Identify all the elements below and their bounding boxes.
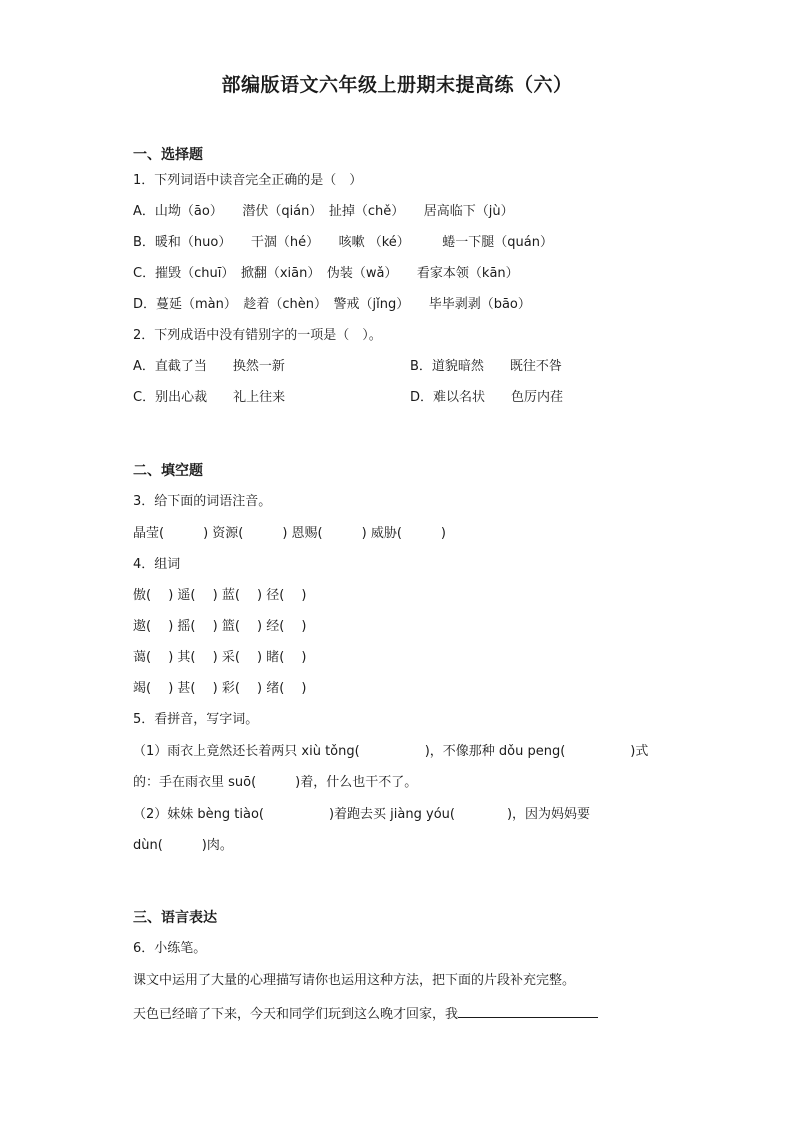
question-2-option-c: C．别出心裁 礼上往来 bbox=[133, 390, 286, 405]
question-4-row: 傲( ) 遥( ) 蓝( ) 径( ) bbox=[133, 588, 307, 603]
question-1-option-d: D．蔓延（màn） 趁着（chèn） 警戒（jǐng） 毕毕剥剥（bāo） bbox=[133, 297, 531, 312]
question-4-row: 遨( ) 摇( ) 篮( ) 经( ) bbox=[133, 619, 307, 634]
question-1-option-b: B．暖和（huo） 干涸（hé） 咳嗽 （ké） 蜷一下腿（quán） bbox=[133, 235, 553, 250]
question-6-prompt-line bbox=[133, 1003, 598, 1024]
question-3-blanks: 晶莹( ) 资源( ) 恩赐( ) 威胁( ) bbox=[133, 526, 446, 541]
question-6-stem: 6．小练笔。 bbox=[133, 941, 207, 956]
question-2-option-a: A．直截了当 换然一新 bbox=[133, 359, 285, 374]
question-6-prompt: 天色已经暗了下来，今天和同学们玩到这么晚才回家，我 bbox=[133, 1007, 459, 1022]
question-5-line-4: dùn( )肉。 bbox=[133, 838, 233, 853]
question-1-option-a: A．山坳（āo） 潜伏（qián） 扯掉（chě） 居高临下（jù） bbox=[133, 204, 514, 219]
question-5-line-2: 的：手在雨衣里 suō( )着，什么也干不了。 bbox=[133, 775, 418, 790]
question-5-stem: 5．看拼音，写字词。 bbox=[133, 712, 259, 727]
page-title: 部编版语文六年级上册期末提高练（六） bbox=[221, 74, 573, 96]
section-heading-fill: 二、填空题 bbox=[133, 463, 203, 479]
question-5-line-3: （2）妹妹 bèng tiào( )着跑去买 jiàng yóu( )，因为妈妈要 bbox=[133, 807, 591, 822]
question-6-instruction: 课文中运用了大量的心理描写请你也运用这种方法，把下面的片段补充完整。 bbox=[133, 973, 576, 988]
answer-blank[interactable] bbox=[458, 1003, 598, 1018]
question-3-stem: 3．给下面的词语注音。 bbox=[133, 494, 272, 509]
question-1-option-c: C．摧毁（chuī） 掀翻（xiān） 伪装（wǎ） 看家本领（kān） bbox=[133, 266, 519, 281]
question-2-option-d: D．难以名状 色厉内荏 bbox=[410, 390, 564, 405]
section-heading-expression: 三、语言表达 bbox=[133, 910, 217, 926]
question-5-line-1: （1）雨衣上竟然还长着两只 xiù tǒng( )，不像那种 dǒu peng( )式 bbox=[133, 744, 649, 759]
question-1-stem: 1．下列词语中读音完全正确的是（ ） bbox=[133, 173, 363, 188]
question-4-stem: 4．组词 bbox=[133, 557, 181, 572]
question-2-stem: 2．下列成语中没有错别字的一项是（ ）。 bbox=[133, 328, 382, 343]
question-4-row: 竭( ) 甚( ) 彩( ) 绪( ) bbox=[133, 681, 307, 696]
section-heading-choice: 一、选择题 bbox=[133, 147, 203, 163]
question-2-option-b: B．道貌暗然 既往不咎 bbox=[410, 359, 562, 374]
question-4-row: 蔼( ) 其( ) 采( ) 睹( ) bbox=[133, 650, 307, 665]
